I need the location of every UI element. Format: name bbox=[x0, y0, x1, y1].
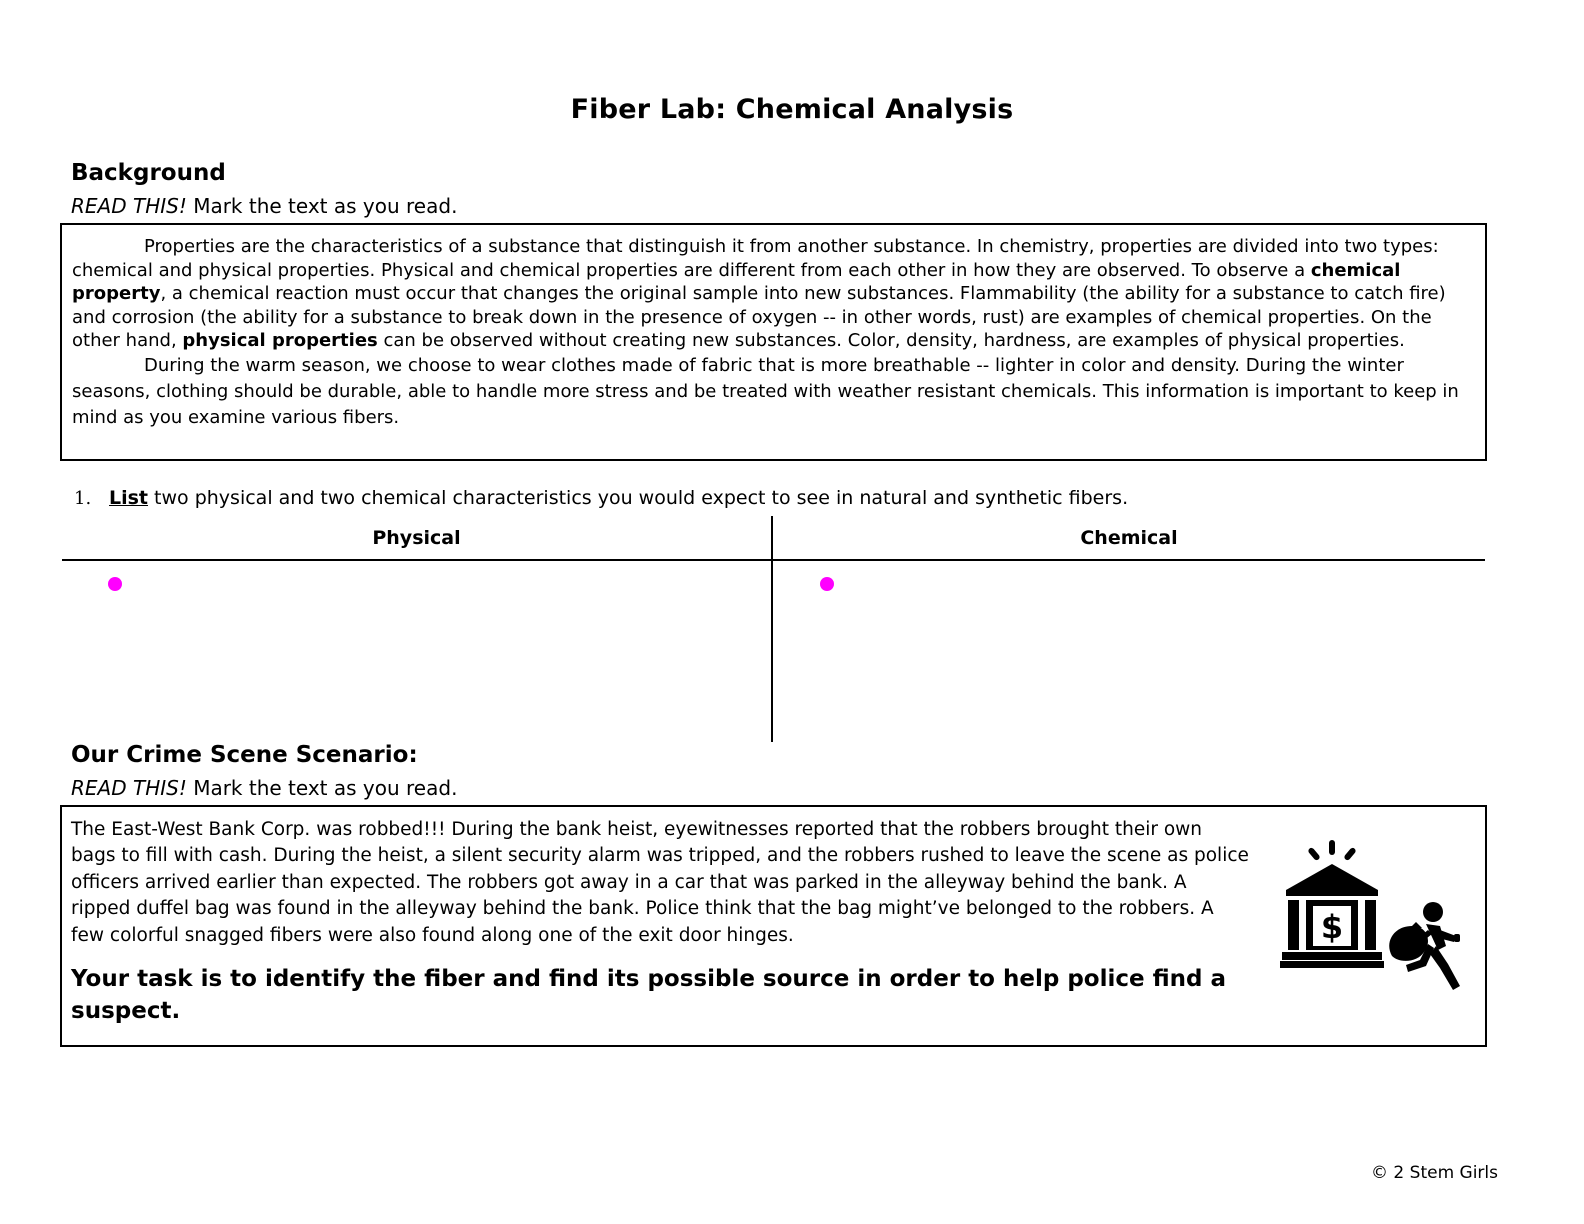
dollar-sign-icon: $ bbox=[1320, 908, 1344, 946]
read-this-label: READ THIS! bbox=[71, 776, 187, 800]
task-statement: Your task is to identify the fiber and find its possible source in order to help police find a suspect. bbox=[71, 966, 1227, 1025]
scenario-text-box bbox=[60, 805, 1487, 1047]
scenario-heading: Our Crime Scene Scenario: bbox=[71, 742, 418, 768]
page-title: Fiber Lab: Chemical Analysis bbox=[570, 94, 1014, 125]
background-paragraph-2: During the warm season, we choose to wear clothes made of fabric that is more breathable -- lighter in color and density. During the winter seasons, clothing should be durable, able to handle more stress and be treated with weather resistant chemicals. This information is important to keep in mind as you examine various fibers. bbox=[72, 354, 1459, 428]
background-text-box bbox=[60, 223, 1487, 461]
scenario-read-instruction bbox=[71, 776, 457, 800]
question-text: two physical and two chemical characteristics you would expect to see in natural and synthetic fibers. bbox=[148, 487, 1129, 509]
read-this-label: READ THIS! bbox=[71, 194, 187, 218]
tchart-vertical-line bbox=[771, 516, 773, 742]
physical-bullet-point bbox=[108, 577, 122, 591]
question-1 bbox=[74, 487, 1128, 509]
scenario-story: The East-West Bank Corp. was robbed!!! During the bank heist, eyewitnesses reported that the robbers brought their own bags to fill with cash. During the heist, a silent security alarm was tripped, and the robbers rushed to leave the scene as police officers arrived earlier than expected. The robbers got away in a car that was parked in the alleyway behind the bank. A ripped duffel bag was found in the alleyway behind the bank. Police think that the bag might’ve belonged to the robbers. A few colorful snagged fibers were also found along one of the exit door hinges. bbox=[71, 819, 1249, 946]
copyright-notice: © 2 Stem Girls bbox=[1371, 1163, 1498, 1183]
read-instruction-text: Mark the text as you read. bbox=[186, 776, 458, 800]
background-paragraph-1: Properties are the characteristics of a substance that distinguish it from another substance. In chemistry, properties are divided into two types: chemical and physical properties. Physical and chemical properties are different from each other in how they are observed. To observe a chemical property, a chemical reaction must occur that changes the original sample into new substances. Flammability (the ability for a substance to catch fire) and corrosion (the ability for a substance to break down in the presence of oxygen -- in other words, rust) are examples of chemical properties. On the other hand, physical properties can be observed without creating new substances. Color, density, hardness, are examples of physical properties. bbox=[72, 236, 1446, 351]
physical-properties-term: physical properties bbox=[182, 330, 378, 351]
read-instruction-text: Mark the text as you read. bbox=[186, 194, 458, 218]
background-heading: Background bbox=[71, 160, 226, 186]
chemical-column-header: Chemical bbox=[1080, 527, 1178, 549]
chemical-bullet-point bbox=[820, 577, 834, 591]
bank-robbery-icon bbox=[1280, 838, 1464, 998]
question-verb: List bbox=[109, 487, 149, 509]
question-number: 1. bbox=[74, 488, 92, 509]
background-read-instruction bbox=[71, 194, 457, 218]
physical-column-header: Physical bbox=[372, 527, 461, 549]
chemical-property-term: chemical property bbox=[72, 259, 1401, 304]
tchart-horizontal-line bbox=[62, 559, 1485, 561]
